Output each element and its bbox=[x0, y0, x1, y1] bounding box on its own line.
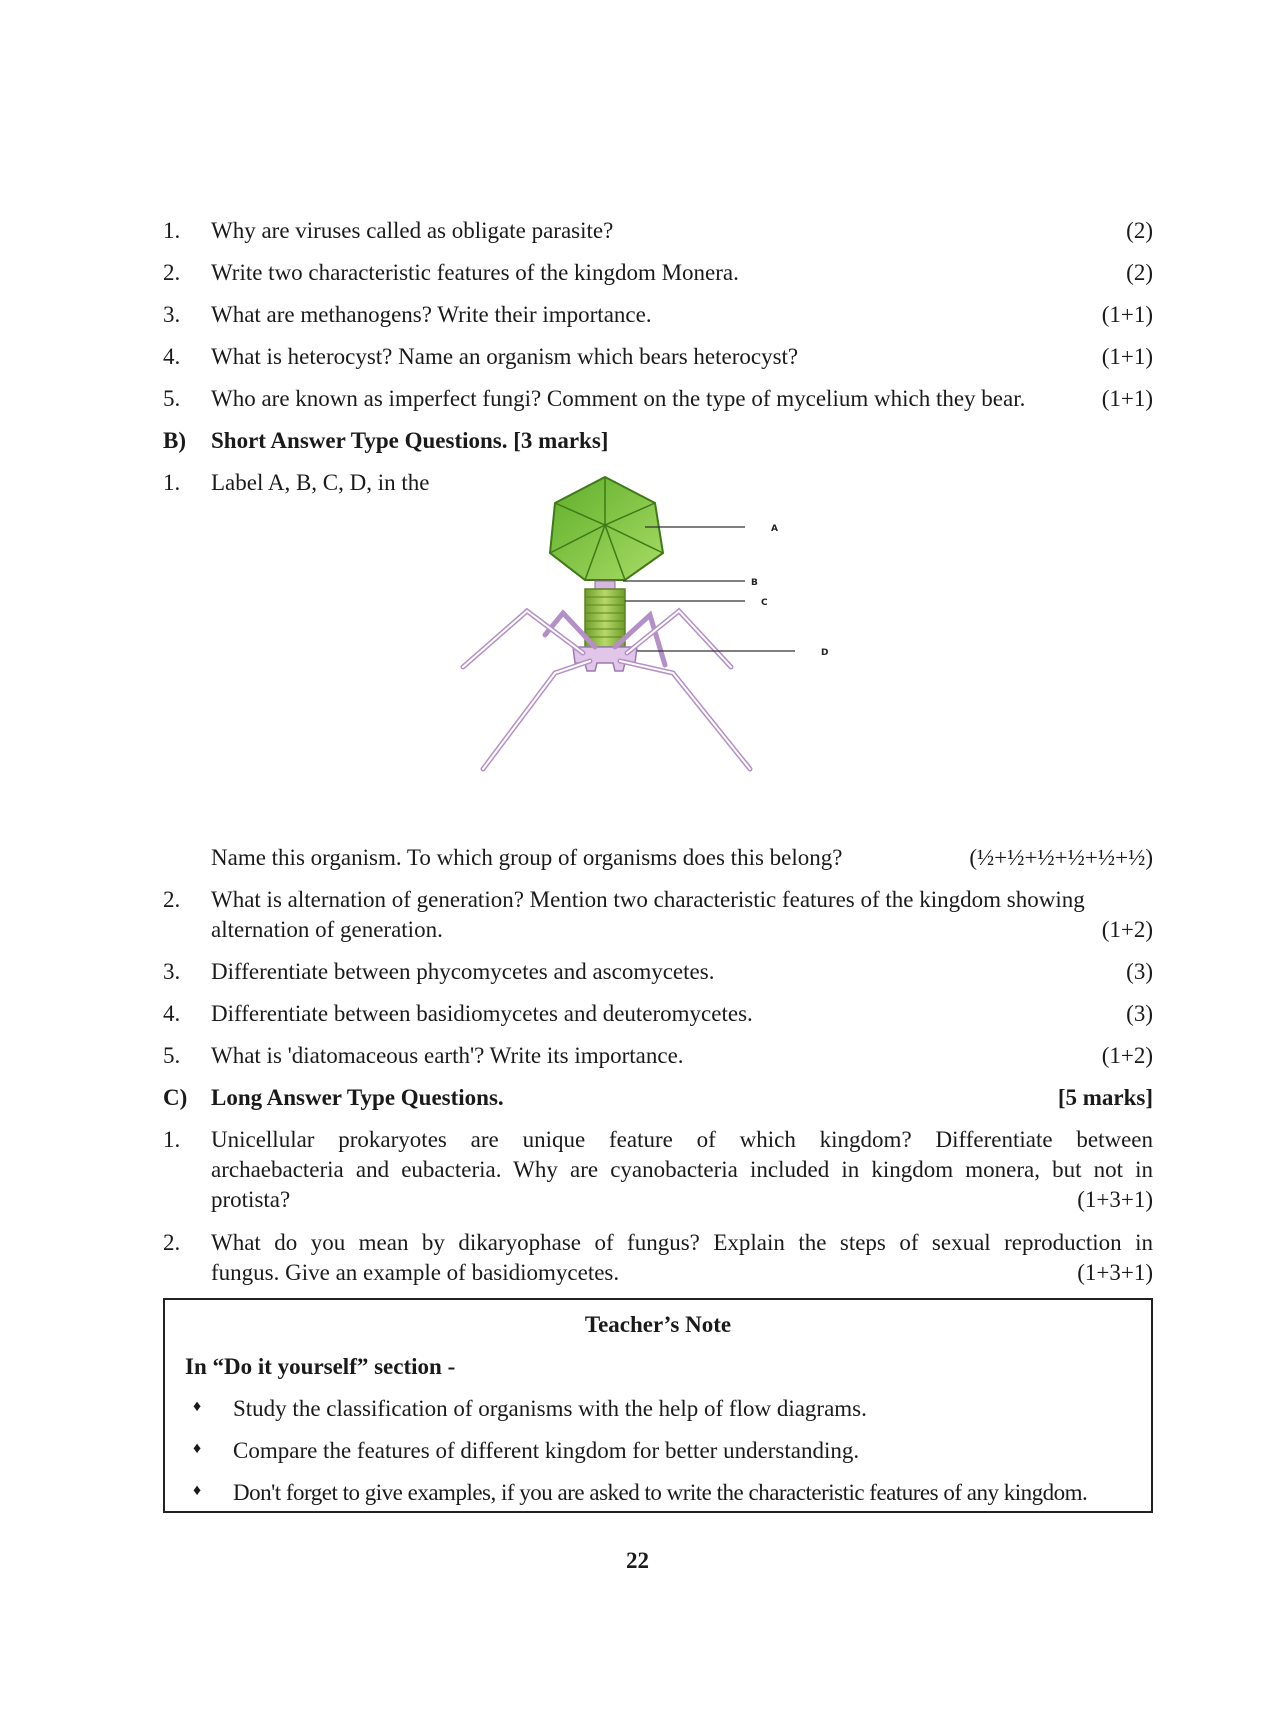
section-letter: B) bbox=[163, 428, 186, 453]
figure-label-d: D bbox=[821, 648, 829, 658]
question-text: Write two characteristic features of the kingdom Monera. bbox=[211, 260, 739, 285]
question-text: What are methanogens? Write their importance. bbox=[211, 302, 652, 327]
question-marks: (3) bbox=[1126, 1001, 1153, 1026]
question-text-line: protista? bbox=[211, 1187, 291, 1212]
section-title: Long Answer Type Questions. bbox=[211, 1085, 504, 1110]
question-marks: (1+2) bbox=[1101, 917, 1153, 942]
figure-label-a: A bbox=[771, 524, 778, 534]
section-title: Short Answer Type Questions. [3 marks] bbox=[211, 428, 609, 453]
question-marks: (1+1) bbox=[1101, 386, 1153, 411]
question-text: Label A, B, C, D, in the bbox=[211, 470, 430, 495]
question-number: 2. bbox=[163, 1230, 181, 1255]
question-marks: (1+2) bbox=[1101, 1043, 1153, 1068]
question-number: 5. bbox=[163, 386, 181, 411]
question-text: Who are known as imperfect fungi? Comment on the type of mycelium which they bear. bbox=[211, 386, 1026, 411]
tail-sheath bbox=[585, 589, 625, 647]
diamond-bullet-icon: ♦ bbox=[193, 1440, 202, 1457]
question-text-line: archaebacteria and eubacteria. Why are cyanobacteria included in kingdom monera, but not in bbox=[211, 1157, 1153, 1182]
question-text: What is heterocyst? Name an organism which bears heterocyst? bbox=[211, 344, 799, 369]
question-number: 3. bbox=[163, 302, 181, 327]
question-text-line: Unicellular prokaryotes are unique feature of which kingdom? Differentiate between bbox=[211, 1127, 1153, 1152]
diamond-bullet-icon: ♦ bbox=[193, 1482, 201, 1499]
question-marks: (3) bbox=[1126, 959, 1153, 984]
figure-label-b: B bbox=[751, 578, 758, 588]
question-number: 1. bbox=[163, 470, 181, 495]
teacher-note-item-text: Don't forget to give examples, if you are asked to write the characteristic features of any kingdom. bbox=[233, 1480, 1088, 1505]
question-text: What is 'diatomaceous earth'? Write its importance. bbox=[211, 1043, 684, 1068]
collar bbox=[595, 581, 615, 589]
question-text-line: What is alternation of generation? Mention two characteristic features of the kingdom showing bbox=[211, 887, 1085, 912]
diamond-bullet-icon: ♦ bbox=[193, 1398, 202, 1415]
question-marks: (1+1) bbox=[1101, 302, 1153, 327]
question-number: 1. bbox=[163, 218, 181, 243]
teacher-note-item-text: Study the classification of organisms with the help of flow diagrams. bbox=[233, 1396, 867, 1421]
question-marks: (1+1) bbox=[1101, 344, 1153, 369]
question-marks: (2) bbox=[1126, 260, 1153, 285]
question-text: Differentiate between basidiomycetes and deuteromycetes. bbox=[211, 1001, 753, 1026]
question-text: Name this organism. To which group of organisms does this belong? bbox=[211, 845, 843, 870]
question-number: 1. bbox=[163, 1127, 181, 1152]
section-marks: [5 marks] bbox=[1057, 1085, 1153, 1110]
page-number: 22 bbox=[626, 1548, 649, 1573]
question-number: 5. bbox=[163, 1043, 181, 1068]
question-text: Why are viruses called as obligate parasite? bbox=[211, 218, 614, 243]
bacteriophage-figure bbox=[455, 475, 865, 805]
question-marks: (2) bbox=[1126, 218, 1153, 243]
question-number: 4. bbox=[163, 344, 181, 369]
question-number: 2. bbox=[163, 887, 181, 912]
question-number: 3. bbox=[163, 959, 181, 984]
capsid-head bbox=[550, 477, 663, 580]
question-marks: (½+½+½+½+½+½) bbox=[969, 845, 1153, 870]
figure-label-c: C bbox=[761, 598, 768, 608]
question-text-line: What do you mean by dikaryophase of fungus? Explain the steps of sexual reproduction in bbox=[211, 1230, 1153, 1255]
teacher-note-item-text: Compare the features of different kingdom for better understanding. bbox=[233, 1438, 860, 1463]
question-number: 2. bbox=[163, 260, 181, 285]
question-text-line: fungus. Give an example of basidiomycetes. bbox=[211, 1260, 620, 1285]
teacher-note-title: Teacher’s Note bbox=[584, 1312, 732, 1337]
question-text: Differentiate between phycomycetes and ascomycetes. bbox=[211, 959, 715, 984]
section-letter: C) bbox=[163, 1085, 188, 1110]
question-marks: (1+3+1) bbox=[1077, 1187, 1153, 1212]
question-marks: (1+3+1) bbox=[1077, 1260, 1153, 1285]
question-text-line: alternation of generation. bbox=[211, 917, 443, 942]
teacher-note-subtitle: In “Do it yourself” section - bbox=[185, 1354, 456, 1379]
question-number: 4. bbox=[163, 1001, 181, 1026]
teacher-note-box bbox=[163, 1298, 1153, 1513]
